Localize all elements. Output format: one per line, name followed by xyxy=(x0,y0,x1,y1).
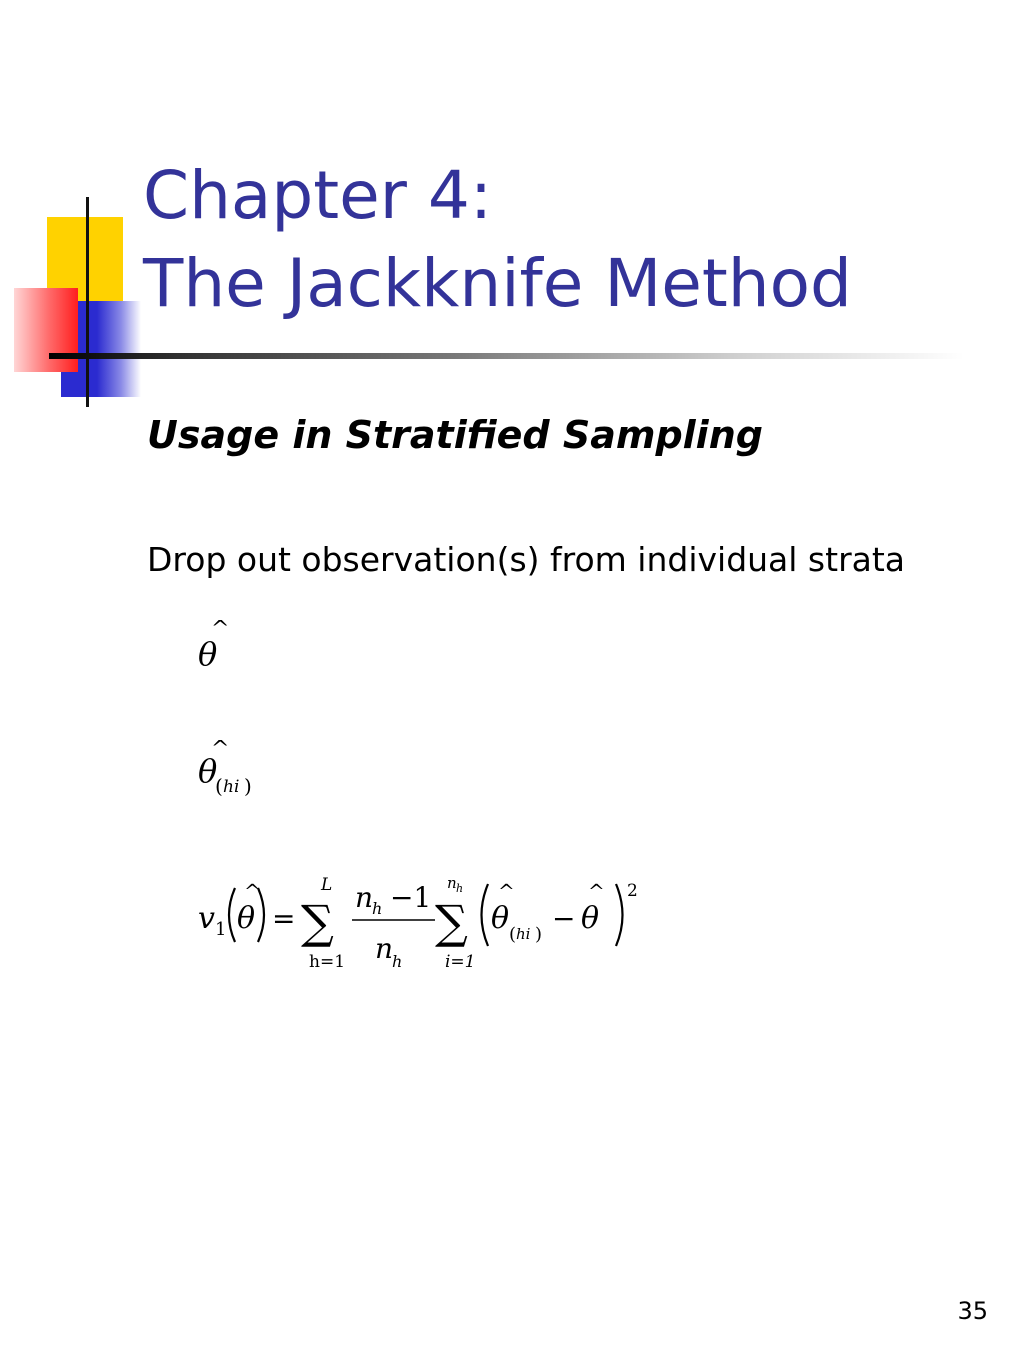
summation-sign-2: ∑ xyxy=(435,895,468,949)
hat-mark: ^ xyxy=(211,740,230,762)
title-line-2: The Jackknife Method xyxy=(143,245,852,322)
big-right-paren xyxy=(616,884,623,946)
theta-hat-hi-formula xyxy=(195,740,285,810)
big-left-paren xyxy=(482,884,489,946)
theta-symbol: θ xyxy=(198,752,218,790)
denominator-n: n xyxy=(375,932,394,965)
summation-sign: ∑ xyxy=(301,895,334,949)
denominator-subscript: h xyxy=(392,952,403,971)
subscript-hi: hi xyxy=(223,777,240,797)
decorative-red-square xyxy=(14,288,78,372)
variance-estimator-formula xyxy=(195,870,655,980)
theta-symbol: θ xyxy=(237,901,256,936)
close-paren-small: ) xyxy=(535,924,543,945)
sum2-lower-limit: i=1 xyxy=(445,952,476,972)
sum-upper-limit: L xyxy=(321,875,333,895)
numerator-subscript: h xyxy=(372,899,383,918)
close-paren: ) xyxy=(244,774,252,798)
v-subscript: 1 xyxy=(215,919,227,940)
hat-mark: ^ xyxy=(211,620,230,642)
theta-symbol: θ xyxy=(491,901,510,936)
v-symbol: v xyxy=(198,901,215,936)
numerator-minus-one: −1 xyxy=(390,881,432,914)
open-paren-small: ( xyxy=(509,924,517,945)
sum2-upper-limit: n xyxy=(447,874,457,892)
page-number: 35 xyxy=(957,1297,988,1325)
exponent: 2 xyxy=(627,881,638,901)
open-paren: ( xyxy=(215,774,223,798)
body-text: Drop out observation(s) from individual strata xyxy=(147,540,906,579)
slide-title xyxy=(143,152,852,328)
title-divider-line xyxy=(49,353,964,359)
sum-lower-limit: h=1 xyxy=(309,952,346,972)
hat-mark: ^ xyxy=(588,879,605,903)
hat-mark: ^ xyxy=(498,879,515,903)
slide-subtitle: Usage in Stratified Sampling xyxy=(147,413,763,457)
theta-hat-formula xyxy=(195,620,255,680)
left-paren xyxy=(229,888,235,942)
equals-sign: = xyxy=(272,902,296,935)
sum2-upper-subscript: h xyxy=(456,882,464,895)
theta-symbol: θ xyxy=(581,901,600,936)
minus-sign: − xyxy=(552,902,576,935)
subscript-hi: hi xyxy=(516,925,531,943)
title-line-1: Chapter 4: xyxy=(143,157,493,234)
decorative-vertical-line xyxy=(86,197,89,407)
numerator-n: n xyxy=(355,881,374,914)
hat-mark: ^ xyxy=(244,879,261,903)
theta-symbol: θ xyxy=(198,635,218,673)
